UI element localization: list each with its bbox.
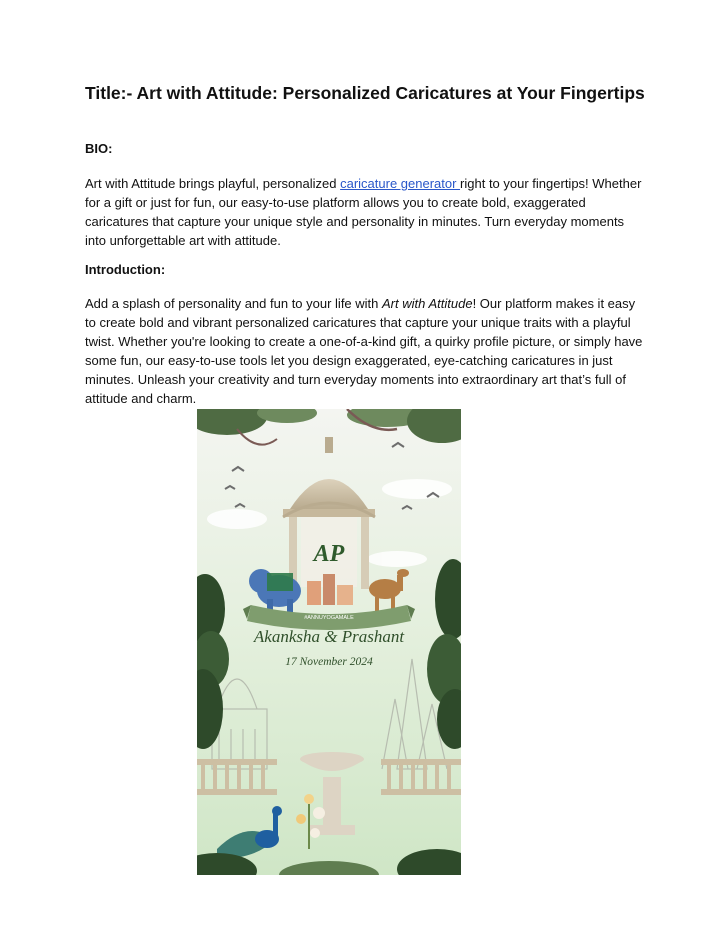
wedding-invitation-image [197, 409, 461, 875]
intro-emphasis: Art with Attitude [382, 296, 473, 311]
intro-text-start: Add a splash of personality and fun to your life with [85, 296, 383, 311]
bio-heading: BIO: [85, 141, 113, 156]
invite-monogram: AP [313, 541, 345, 567]
invite-date: 17 November 2024 [285, 656, 373, 668]
bio-text-end: right to your fingertips! Whether for a gift or just for fun, our easy-to-use platform allows you to create bold, exaggerated caricatures that capture your unique style and personality in minutes. Turn everyday moments into unforgettable art with attitude. [85, 176, 642, 248]
intro-text-end: ! Our platform makes it easy to create bold and vibrant personalized caricatures that capture your unique traits with a playful twist. Whether you're looking to create a one-of-a-kind gift, a quirky profile picture, or simply have some fun, our easy-to-use tools let you design exaggerated, eye-catching caricatures in just minutes. Unleash your creativity and turn everyday moments into extraordinary art that’s full of attitude and charm. [85, 296, 643, 406]
bio-text-start: Art with Attitude brings playful, personalized [85, 176, 341, 191]
invite-names: Akanksha & Prashant [253, 627, 405, 646]
document-title: Title:- Art with Attitude: Personalized Caricatures at Your Fingertips [85, 83, 645, 103]
introduction-heading: Introduction: [85, 262, 166, 277]
bio-paragraph [85, 174, 645, 250]
caricature-generator-link[interactable]: caricature generator [340, 176, 461, 191]
introduction-paragraph [85, 294, 645, 408]
invite-hashtag: #ANNUYOGAMALE [304, 615, 354, 621]
